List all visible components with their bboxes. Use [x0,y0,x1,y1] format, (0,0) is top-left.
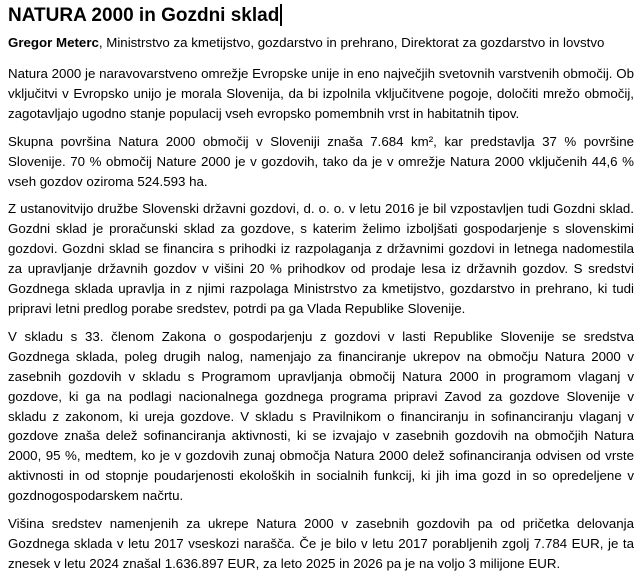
document-title-text[interactable]: NATURA 2000 in Gozdni sklad [8,5,280,26]
paragraph-area-statistics[interactable]: Skupna površina Natura 2000 območij v Sloveniji znaša 7.684 km², kar predstavlja 37 % površine Slovenije. 70 % območij Nature 2000 je v gozdovih, tako da je v omrežje Natura 2000 vključenih 44,6 % vseh gozdov oziroma 524.593 ha. [8,133,634,189]
paragraph-funding-rules[interactable]: V skladu s 33. členom Zakona o gospodarjenju z gozdovi v lasti Republike Slovenije se sredstva Gozdnega sklada, poleg drugih nalog, namenjajo za financiranje ukrepov na območju Natura 2000 v zasebnih gozdovih v skladu s Programom upravljanja območij Natura 2000 in programom vlaganj v gozdove, ki ga na podlagi nacionalnega gozdnega programa pripravi Zavod za gozdove Slovenije v skladu z zakonom, ki ureja gozdove. V skladu s Pravilnikom o financiranju in sofinanciranju vlaganj v gozdove znaša delež sofinanciranja aktivnosti, ki se izvajajo v zasebnih gozdovih na območjih Natura 2000, 95 %, medtem, ko je v gozdovih zunaj območja Natura 2000 delež sofinanciranja odvisen od vrste aktivnosti in od stopnje poudarjenosti ekoloških in socialnih funkcij, ki jih ima gozd in so opredeljene v gozdnogospodarskem načrtu. [8,328,634,504]
byline[interactable] [8,35,634,51]
author-name[interactable]: Gregor Meterc [8,35,99,50]
paragraph-gozdni-sklad-founding[interactable]: Z ustanovitvijo družbe Slovenski državni gozdovi, d. o. o. v letu 2016 je bil vzpostavljen tudi Gozdni sklad. Gozdni sklad je proračunski sklad za gozdove, s katerim želimo izboljšati gospodarjenje s slovenskimi gozdovi. Gozdni sklad se financira s prihodki iz razpolaganja z državnimi gozdovi in letnega nadomestila za upravljanje državnih gozdov v višini 20 % prihodkov od prodaje lesa iz državnih gozdov. S sredstvi Gozdnega sklada upravlja in z njimi razpolaga Ministrstvo za kmetijstvo, gozdarstvo in prehrano, ki tudi pripravi letni predlog porabe sredstev, potrdi pa ga Vlada Republike Slovenije. [8,201,634,316]
author-affiliation[interactable]: , Ministrstvo za kmetijstvo, gozdarstvo in prehrano, Direktorat za gozdarstvo in lovstvo [98,35,605,50]
text-cursor [280,4,282,26]
paragraph-natura-intro[interactable]: Natura 2000 je naravovarstveno omrežje Evropske unije in eno največjih svetovnih varstvenih območij. Ob vključitvi v Evropsko unijo je morala Slovenija, da bi izpolnila vključitvene pogoje, določiti mrežo območij, zagotavljajo ugodno stanje populacij vseh evropsko pomembnih vrst in habitatnih tipov. [8,66,634,121]
paragraph-funding-growth[interactable]: Višina sredstev namenjenih za ukrepe Natura 2000 v zasebnih gozdovih pa od pričetka delovanja Gozdnega sklada v letu 2017 vseskozi narašča. Če je bilo v letu 2017 porabljenih zgolj 7.784 EUR, je ta znesek v letu 2024 znašal 1.636.897 EUR, za leto 2025 in 2026 pa je na voljo 3 milijone EUR. [8,516,634,571]
document-title[interactable] [8,3,634,28]
